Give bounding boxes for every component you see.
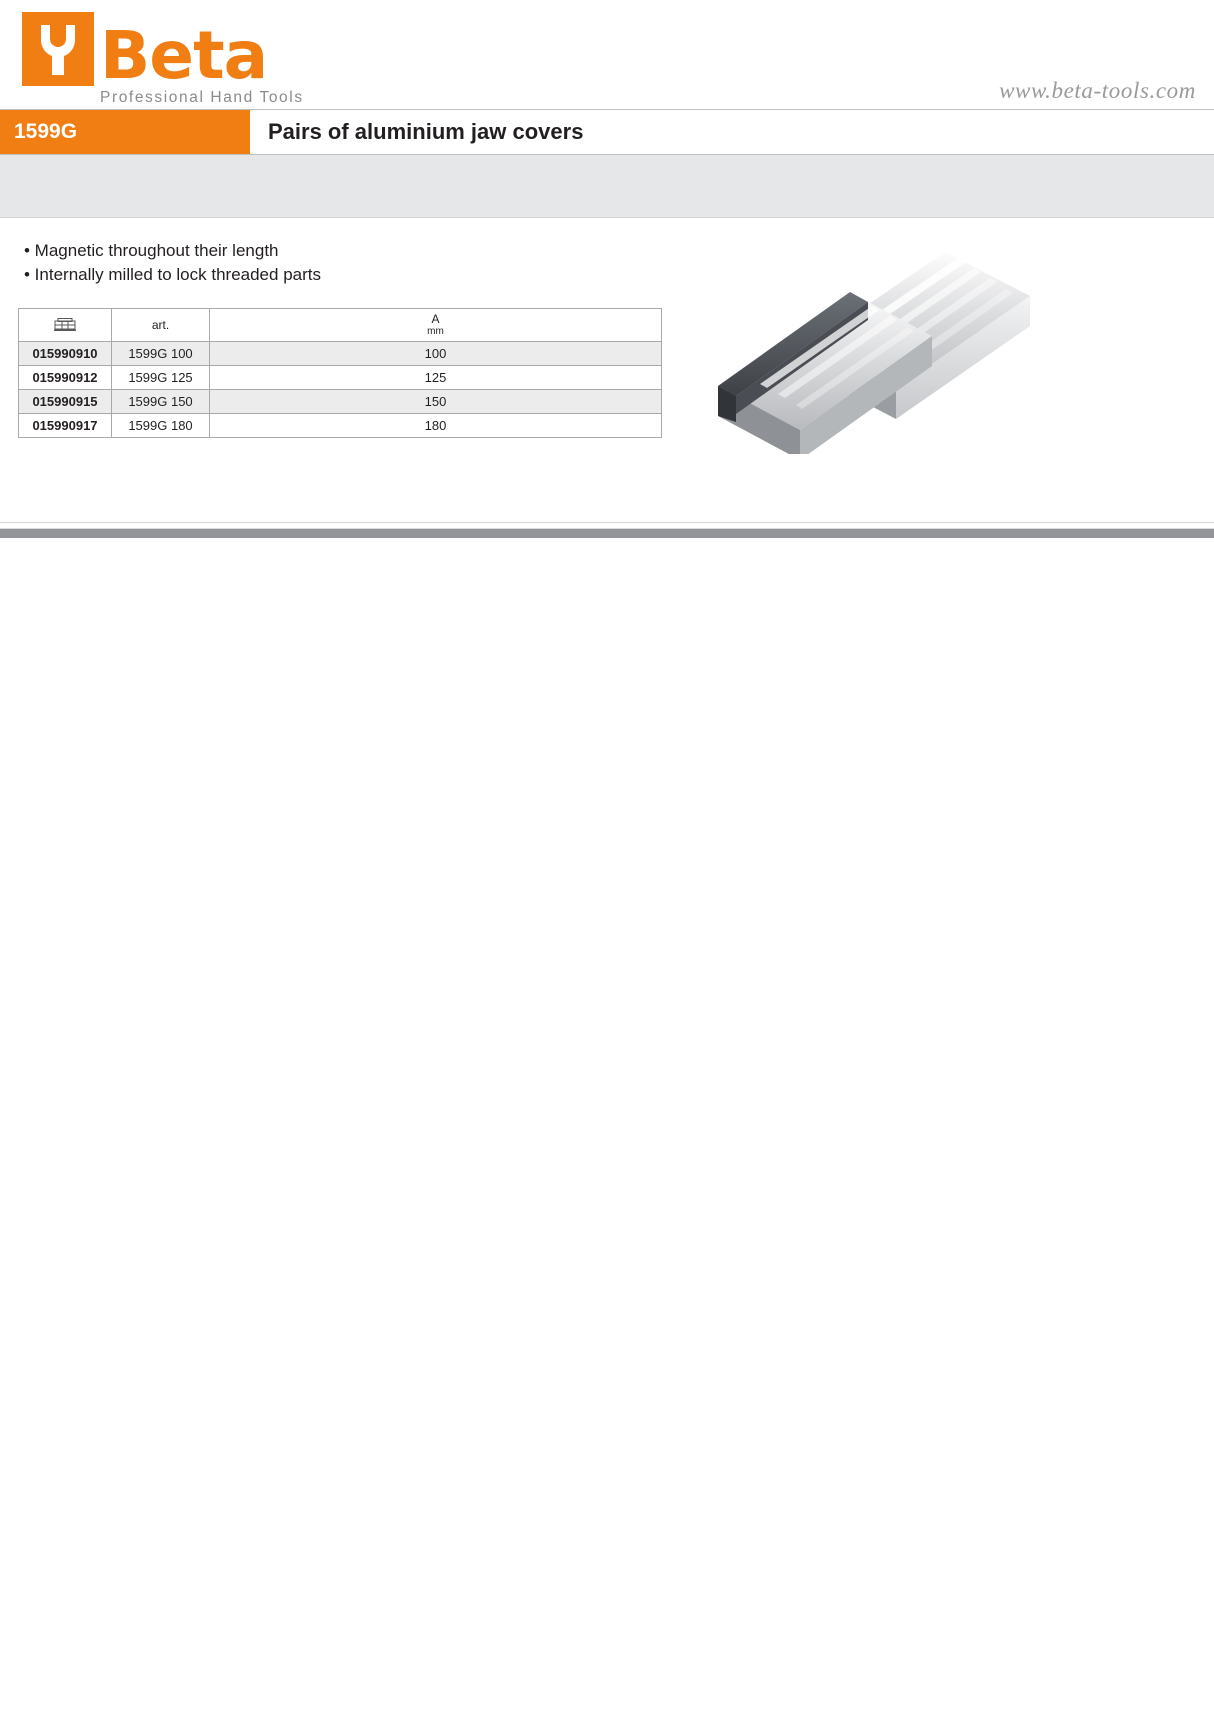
- spec-table: [18, 308, 662, 438]
- table-row: [19, 366, 662, 390]
- row-art: 1599G 100: [112, 342, 210, 366]
- row-dimension-a: 180: [210, 414, 662, 438]
- table-header-row: [19, 309, 662, 342]
- row-dimension-a: 100: [210, 342, 662, 366]
- table-row: [19, 342, 662, 366]
- footer-divider: [0, 528, 1214, 538]
- art-column-header: art.: [112, 309, 210, 342]
- row-code: 015990917: [19, 414, 112, 438]
- table-row: [19, 414, 662, 438]
- product-code-badge: 1599G: [0, 110, 250, 154]
- row-code: 015990910: [19, 342, 112, 366]
- page-header: [0, 0, 1214, 110]
- row-code: 015990915: [19, 390, 112, 414]
- product-title-bar: [0, 110, 1214, 155]
- content-area: [0, 218, 1214, 540]
- footer-divider-thin: [0, 522, 1214, 523]
- grey-spacer-band: [0, 155, 1214, 218]
- table-row: [19, 390, 662, 414]
- spec-table-wrapper: [18, 308, 662, 438]
- brand-logo: [22, 8, 332, 107]
- list-item: • Internally milled to lock threaded parts: [24, 265, 321, 284]
- product-image: [700, 234, 1080, 454]
- packaging-icon: [19, 318, 111, 332]
- row-art: 1599G 125: [112, 366, 210, 390]
- row-art: 1599G 150: [112, 390, 210, 414]
- page-title: Pairs of aluminium jaw covers: [268, 119, 584, 144]
- list-item: • Magnetic throughout their length: [24, 241, 279, 260]
- row-dimension-a: 150: [210, 390, 662, 414]
- dimension-a-label: A: [431, 312, 440, 326]
- brand-tagline: Professional Hand Tools: [100, 89, 304, 106]
- row-code: 015990912: [19, 366, 112, 390]
- website-url: www.beta-tools.com: [999, 78, 1196, 103]
- dimension-a-unit: mm: [427, 326, 444, 337]
- brand-wordmark: Beta: [100, 17, 268, 94]
- row-dimension-a: 125: [210, 366, 662, 390]
- row-art: 1599G 180: [112, 414, 210, 438]
- dimension-a-column-header: [210, 309, 662, 342]
- packaging-icon-header: [19, 309, 112, 342]
- wrench-icon: [22, 12, 94, 86]
